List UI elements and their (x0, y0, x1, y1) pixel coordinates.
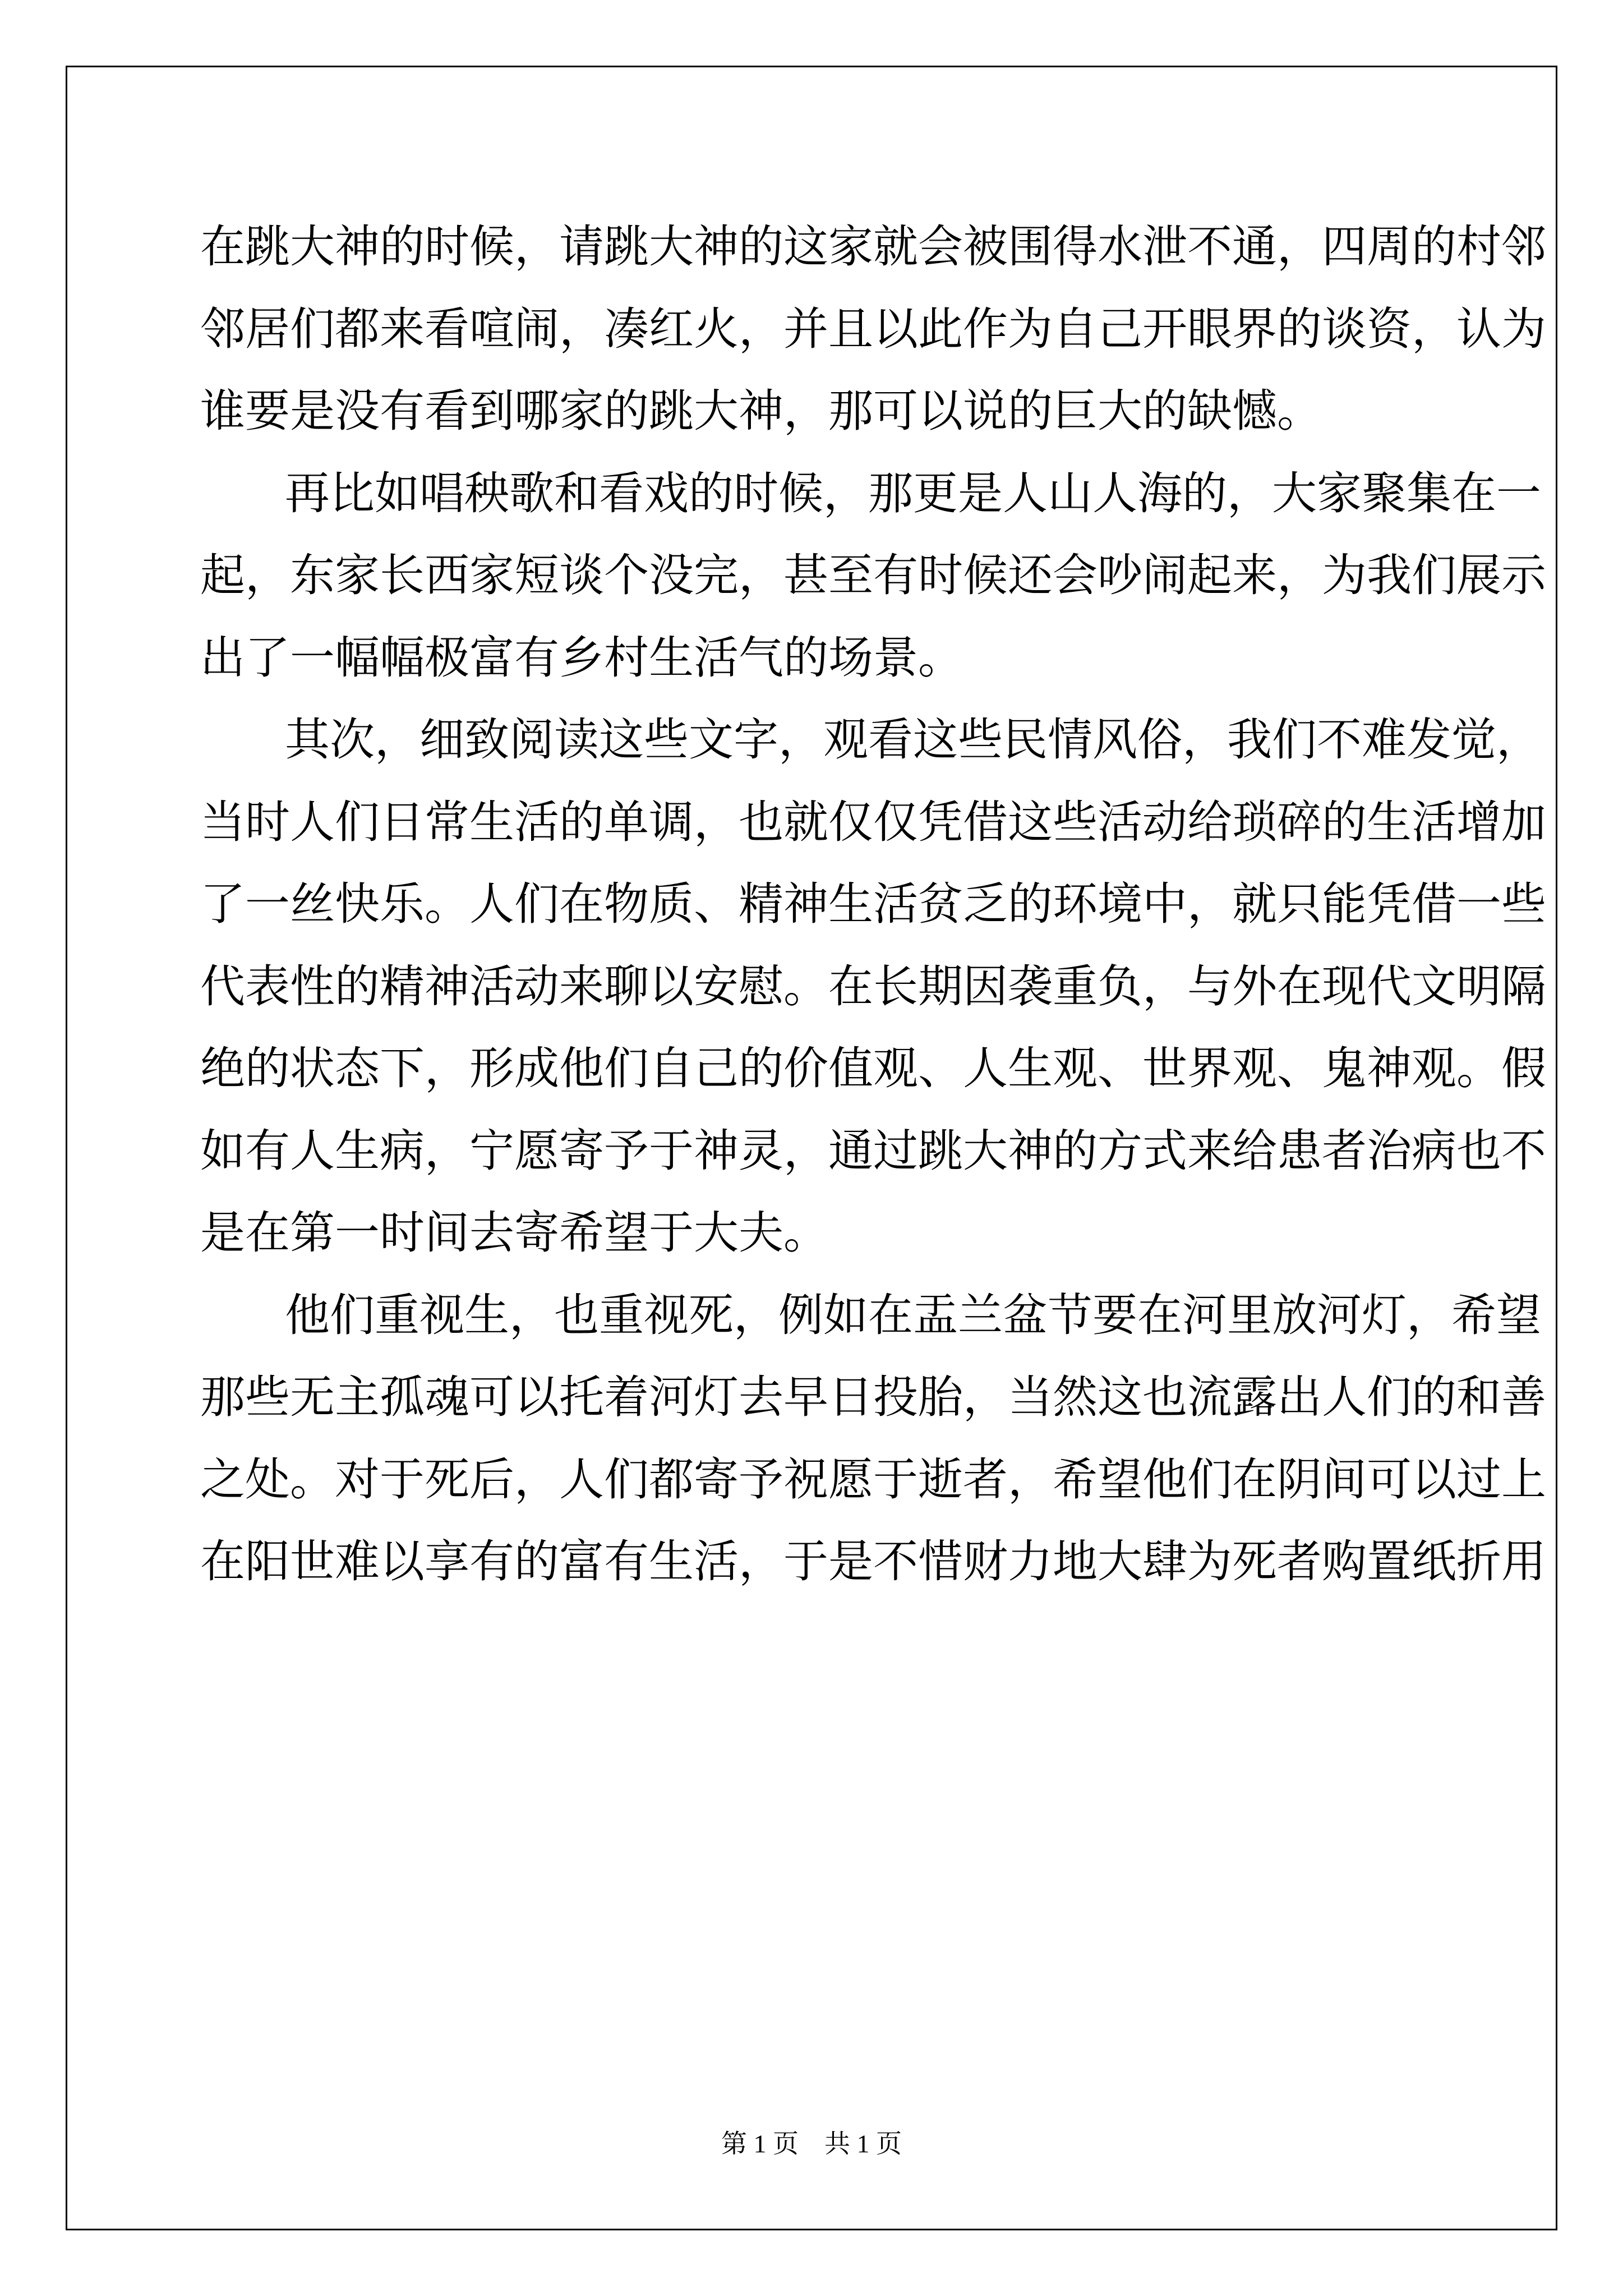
paragraph-first-line: 他们重视生，也重视死，例如在盂兰盆节要在河里放河灯，希望 (285, 1289, 1541, 1341)
text-line: 绝的状态下，形成他们自己的价值观、人生观、世界观、鬼神观。假 (200, 1042, 1546, 1094)
text-line: 起，东家长西家短谈个没完，甚至有时候还会吵闹起来，为我们展示 (200, 549, 1546, 601)
text-line: 在跳大神的时候，请跳大神的这家就会被围得水泄不通，四周的村邻 (200, 220, 1546, 273)
text-line: 是在第一时间去寄希望于大夫。 (200, 1207, 828, 1259)
text-line: 谁要是没有看到哪家的跳大神，那可以说的巨大的缺憾。 (200, 385, 1322, 437)
text-line: 当时人们日常生活的单调，也就仅仅凭借这些活动给琐碎的生活增加 (200, 795, 1546, 848)
paragraph-first-line: 其次，细致阅读这些文字，观看这些民情风俗，我们不难发觉， (285, 714, 1541, 766)
text-line: 在阳世难以享有的富有生活，于是不惜财力地大肆为死者购置纸折用 (200, 1535, 1546, 1588)
text-line: 之处。对于死后，人们都寄予祝愿于逝者，希望他们在阴间可以过上 (200, 1453, 1546, 1506)
document-body (200, 206, 1546, 1603)
paragraph-first-line: 再比如唱秧歌和看戏的时候，那更是人山人海的，大家聚集在一 (285, 467, 1541, 519)
text-line: 了一丝快乐。人们在物质、精神生活贫乏的环境中，就只能凭借一些 (200, 878, 1546, 930)
text-line: 代表性的精神活动来聊以安慰。在长期因袭重负，与外在现代文明隔 (200, 960, 1546, 1013)
text-line: 那些无主孤魂可以托着河灯去早日投胎，当然这也流露出人们的和善 (200, 1371, 1546, 1423)
text-line: 邻居们都来看喧闹，凑红火，并且以此作为自己开眼界的谈资，认为 (200, 302, 1546, 355)
page-number-footer: 第 1 页 共 1 页 (721, 2129, 902, 2158)
text-line: 如有人生病，宁愿寄予于神灵，通过跳大神的方式来给患者治病也不 (200, 1124, 1546, 1177)
text-line: 出了一幅幅极富有乡村生活气的场景。 (200, 631, 963, 684)
